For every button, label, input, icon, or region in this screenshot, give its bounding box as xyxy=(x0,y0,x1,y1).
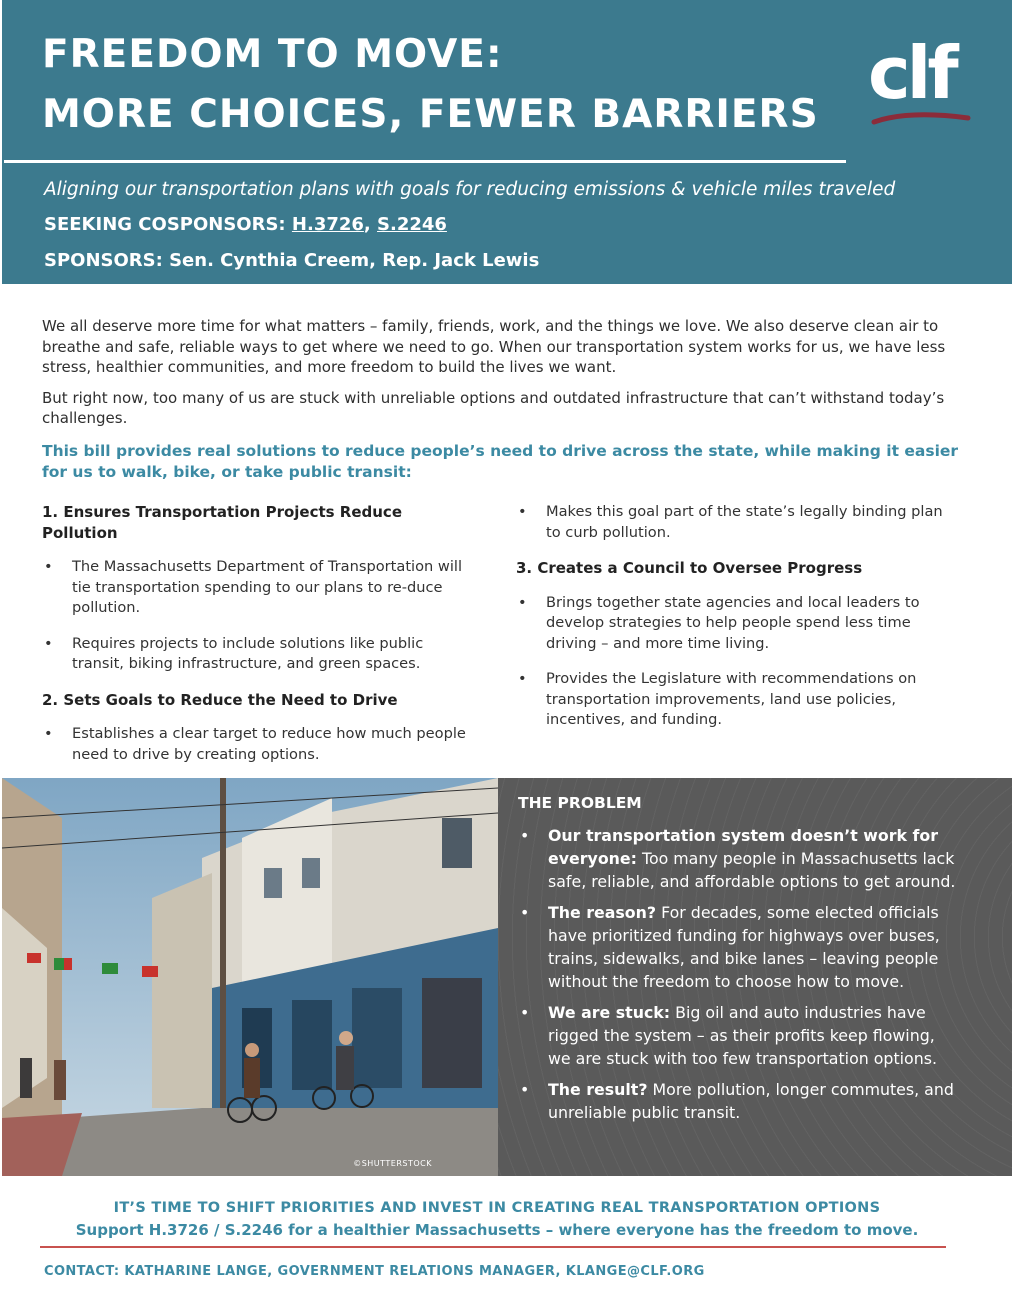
section-2-list xyxy=(42,724,472,765)
list-item xyxy=(518,824,958,893)
clf-logo xyxy=(868,30,978,126)
photo-credit: ©SHUTTERSTOCK xyxy=(353,1159,432,1168)
call-to-action-heading: IT’S TIME TO SHIFT PRIORITIES AND INVEST IN CREATING REAL TRANSPORTATION OPTIONS xyxy=(113,1200,881,1216)
problem-item-2-bold: The reason? xyxy=(548,903,657,922)
list-item: • Requires projects to include solutions like public transit, biking infrastructure, and green spaces. xyxy=(42,634,472,675)
lead-statement: This bill provides real solutions to reduce people’s need to drive across the state, while making it easier for us to walk, bike, or take public transit: xyxy=(42,442,959,481)
problem-item-2-text: For decades, some elected officials have prioritized funding for highways over buses, trains, sidewalks, and bike lanes – leaving people without the freedom to choose how to move. xyxy=(548,903,940,991)
subtitle: Aligning our transportation plans with goals for reducing emissions & vehicle miles traveled xyxy=(44,179,896,200)
section-1-list xyxy=(42,557,472,675)
cosponsors-line xyxy=(44,214,447,235)
list-item: • Establishes a clear target to reduce how much people need to drive by creating options. xyxy=(42,724,472,765)
street-scene-illustration xyxy=(2,778,498,1176)
bill-senate-link[interactable]: S.2246 xyxy=(377,214,447,235)
right-column xyxy=(516,502,946,746)
problem-list xyxy=(518,824,958,1132)
section-3-list xyxy=(516,593,946,731)
list-item xyxy=(518,901,958,993)
list-item: • Brings together state agencies and local leaders to develop strategies to help people spend less time driving – and more time living. xyxy=(516,593,946,655)
header-divider xyxy=(4,160,846,163)
problem-item-1-bold: Our transportation system doesn’t work for everyone: xyxy=(548,826,939,868)
logo-swoosh-icon xyxy=(868,30,978,126)
sponsors-line: SPONSORS: Sen. Cynthia Creem, Rep. Jack Lewis xyxy=(44,250,540,271)
contact-line: CONTACT: KATHARINE LANGE, GOVERNMENT RELATIONS MANAGER, KLANGE@CLF.ORG xyxy=(44,1264,705,1279)
section-1-title: 1. Ensures Transportation Projects Reduce Pollution xyxy=(42,503,402,542)
problem-item-4-text: More pollution, longer commutes, and unreliable public transit. xyxy=(548,1080,954,1122)
problem-panel xyxy=(498,778,1012,1176)
section-3-title: 3. Creates a Council to Oversee Progress xyxy=(516,559,863,577)
header-banner xyxy=(2,0,1012,284)
problem-item-3-bold: We are stuck: xyxy=(548,1003,671,1022)
intro-paragraph-2: But right now, too many of us are stuck with unreliable options and outdated infrastructure that can’t withstand today’s challenges. xyxy=(42,388,945,427)
problem-item-4-bold: The result? xyxy=(548,1080,648,1099)
list-item xyxy=(518,1078,958,1124)
section-2-list-continued xyxy=(516,502,946,543)
problem-item-3-text: Big oil and auto industries have rigged the system – as their profits keep flowing, we are stuck with too few transportation options. xyxy=(548,1003,937,1068)
cosponsors-label: SEEKING COSPONSORS: xyxy=(44,214,286,235)
list-item: • The Massachusetts Department of Transportation will tie transportation spending to our plans to re-duce pollution. xyxy=(42,557,472,619)
list-item xyxy=(518,1001,958,1070)
logo-text: clf xyxy=(868,31,955,115)
problem-band xyxy=(2,778,1012,1176)
intro-text xyxy=(42,316,962,439)
list-item: • Provides the Legislature with recommendations on transportation improvements, land use policies, incentives, and funding. xyxy=(516,669,946,731)
title-line-2: MORE CHOICES, FEWER BARRIERS xyxy=(42,92,819,137)
section-2-title: 2. Sets Goals to Reduce the Need to Drive xyxy=(42,690,398,709)
list-item: • Makes this goal part of the state’s legally binding plan to curb pollution. xyxy=(516,502,946,543)
bill-separator: , xyxy=(363,214,371,235)
problem-item-1-text: Too many people in Massachusetts lack safe, reliable, and affordable options to get around. xyxy=(548,849,956,891)
call-to-action-subline: Support H.3726 / S.2246 for a healthier Massachusetts – where everyone has the freedom to move. xyxy=(75,1221,919,1239)
title-line-1: FREEDOM TO MOVE: xyxy=(42,32,503,77)
problem-title: THE PROBLEM xyxy=(518,794,642,812)
footer-divider xyxy=(40,1246,946,1248)
intro-paragraph-1: We all deserve more time for what matters – family, friends, work, and the things we love. We also deserve clean air to breathe and safe, reliable ways to get where we need to go. When our transportation system works for us, we have less stress, healthier communities, and more freedom to build the lives we want. xyxy=(42,317,946,376)
left-column xyxy=(42,502,472,780)
street-photo xyxy=(2,778,498,1176)
bill-house-link[interactable]: H.3726 xyxy=(291,214,364,235)
